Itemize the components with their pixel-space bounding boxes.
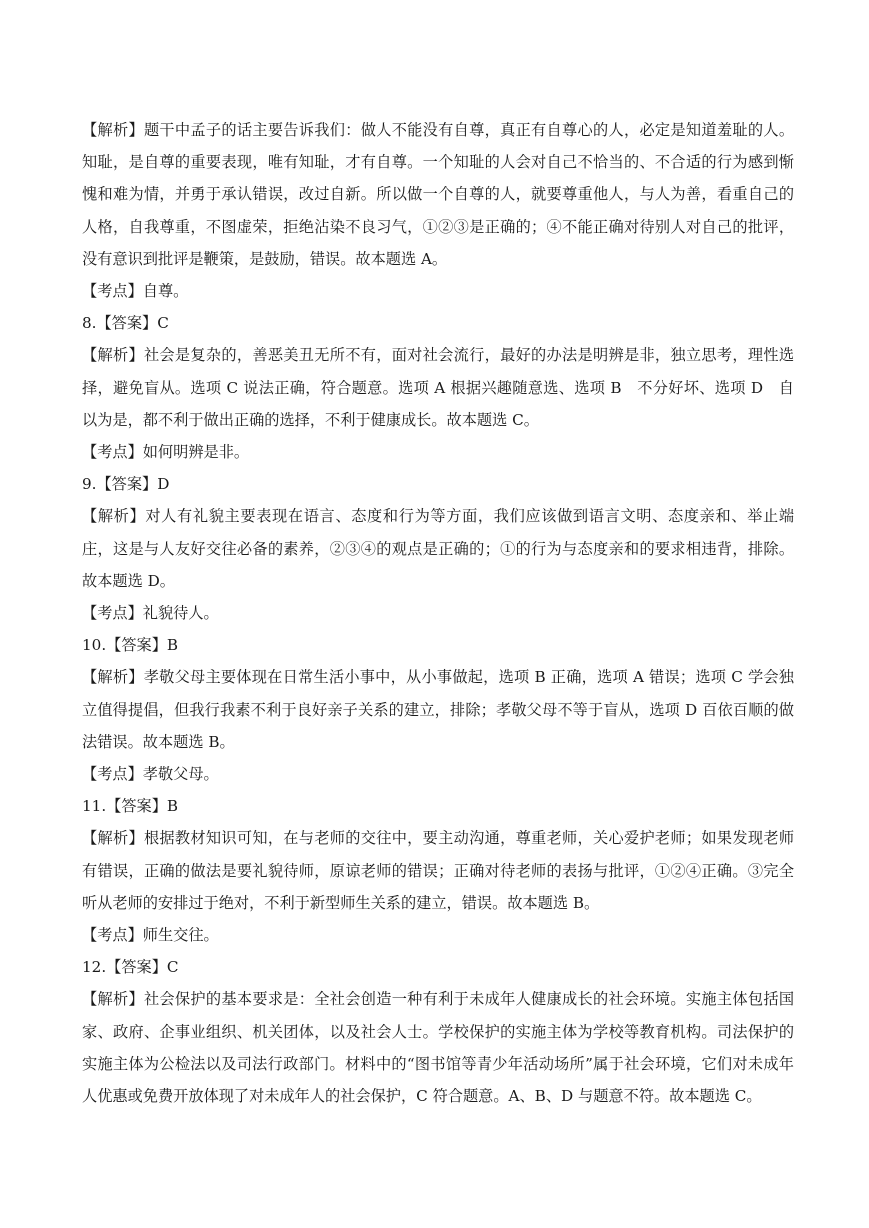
answer-q8: 8.【答案】C <box>82 314 169 333</box>
keypoint-q8: 【考点】如何明辨是非。 <box>82 443 250 462</box>
keypoint-q10: 【考点】孝敬父母。 <box>82 765 219 784</box>
analysis-q7: 【解析】题干中孟子的话主要告诉我们：做人不能没有自尊，真正有自尊心的人，必定是知道羞耻的人。知耻，是自尊的重要表现，唯有知耻，才有自尊。一个知耻的人会对自己不恰当的、不合适的行为感到惭愧和难为情，并勇于承认错误，改过自新。所以做一个自尊的人，就要尊重他人，与人为善，看重自己的人格，自我尊重，不图虚荣，拒绝沾染不良习气，①②③是正确的；④不能正确对待别人对自己的批评，没有意识到批评是鞭策，是鼓励，错误。故本题选 A。 <box>82 121 794 268</box>
answer-explanations <box>82 114 794 1112</box>
analysis-q11: 【解析】根据教材知识可知，在与老师的交往中，要主动沟通，尊重老师，关心爱护老师；如果发现老师有错误，正确的做法是要礼貌待师，原谅老师的错误；正确对待老师的表扬与批评，①②④正确。③完全听从老师的安排过于绝对，不利于新型师生关系的建立，错误。故本题选 B。 <box>82 829 794 912</box>
answer-q9: 9.【答案】D <box>82 475 170 494</box>
analysis-q10: 【解析】孝敬父母主要体现在日常生活小事中，从小事做起，选项 B 正确，选项 A 错误；选项 C 学会独立值得提倡，但我行我素不利于良好亲子关系的建立，排除；孝敬父母不等于盲从，选项 D 百依百顺的做法错误。故本题选 B。 <box>82 668 794 751</box>
analysis-q8: 【解析】社会是复杂的，善恶美丑无所不有，面对社会流行，最好的办法是明辨是非，独立思考，理性选择，避免盲从。选项 C 说法正确，符合题意。选项 A 根据兴趣随意选、选项 B 不分好坏、选项 D 自以为是，都不利于做出正确的选择，不利于健康成长。故本题选 C。 <box>82 346 794 429</box>
answer-q12: 12.【答案】C <box>82 958 179 977</box>
keypoint-q7: 【考点】自尊。 <box>82 282 189 301</box>
answer-q10: 10.【答案】B <box>82 636 179 655</box>
answer-q11: 11.【答案】B <box>82 797 179 816</box>
analysis-q9: 【解析】对人有礼貌主要表现在语言、态度和行为等方面，我们应该做到语言文明、态度亲和、举止端庄，这是与人友好交往必备的素养，②③④的观点是正确的；①的行为与态度亲和的要求相违背，排除。故本题选 D。 <box>82 507 794 590</box>
keypoint-q9: 【考点】礼貌待人。 <box>82 604 219 623</box>
keypoint-q11: 【考点】师生交往。 <box>82 926 219 945</box>
analysis-q12: 【解析】社会保护的基本要求是：全社会创造一种有利于未成年人健康成长的社会环境。实施主体包括国家、政府、企事业组织、机关团体，以及社会人士。学校保护的实施主体为学校等教育机构。司法保护的实施主体为公检法以及司法行政部门。材料中的“图书馆等青少年活动场所”属于社会环境，它们对未成年人优惠或免费开放体现了对未成年人的社会保护，C 符合题意。A、B、D 与题意不符。故本题选 C。 <box>82 990 794 1106</box>
